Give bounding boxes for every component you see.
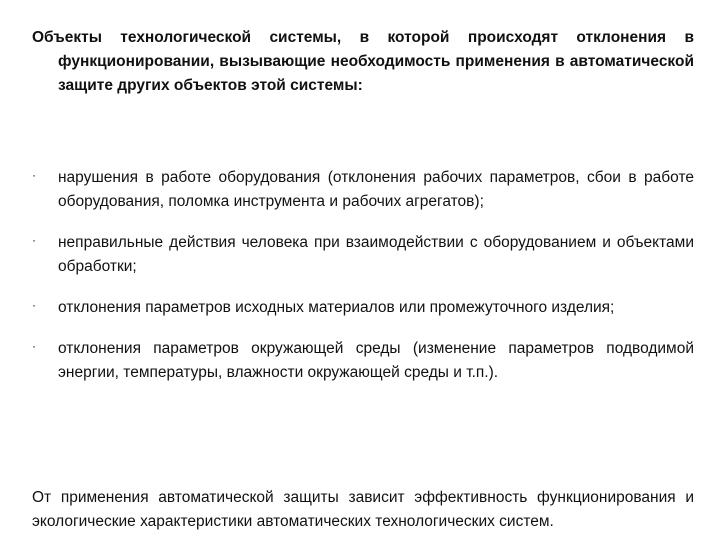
list-item-text: отклонения параметров исходных материалов или промежуточного изделия;: [58, 299, 615, 316]
list-item: [32, 337, 694, 385]
bullet-marker: ·: [32, 298, 36, 312]
list-item-text: отклонения параметров окружающей среды (изменение параметров подводимой энергии, температуры, влажности окружающей среды и т.п.).: [58, 340, 694, 381]
slide-heading: Объекты технологической системы, в которой происходят отклонения в функционировании, вызывающие необходимость применения в автоматической защите других объектов этой системы:: [32, 29, 694, 94]
conclusion-paragraph: От применения автоматической защиты зависит эффективность функционирования и экологические характеристики автоматических технологических систем.: [32, 489, 694, 530]
bullet-marker: ·: [32, 233, 36, 247]
bullet-marker: ·: [32, 168, 36, 182]
list-item: [32, 296, 694, 320]
list-item-text: нарушения в работе оборудования (отклонения рабочих параметров, сбои в работе оборудования, поломка инструмента и рабочих агрегатов);: [58, 169, 694, 210]
list-item-text: неправильные действия человека при взаимодействии с оборудованием и объектами обработки;: [58, 234, 694, 275]
bullet-list: [32, 166, 694, 402]
list-item: [32, 231, 694, 279]
bullet-marker: ·: [32, 339, 36, 353]
list-item: [32, 166, 694, 214]
